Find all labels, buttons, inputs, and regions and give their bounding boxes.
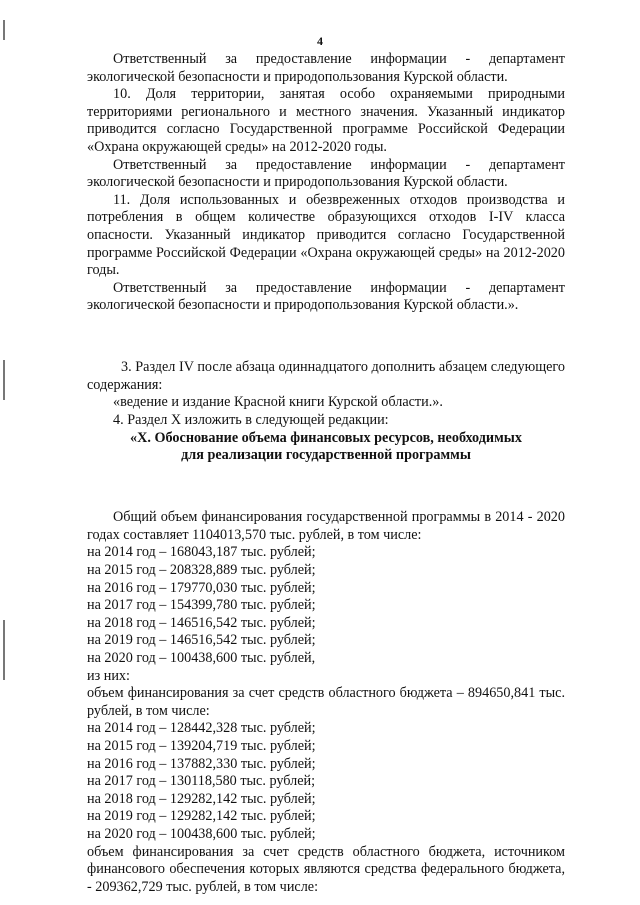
funding-line: на 2015 год – 139204,719 тыс. рублей; bbox=[87, 737, 316, 754]
paragraph: Ответственный за предоставление информации - департамент экологической безопасности и природопользования Курской области.». bbox=[87, 279, 565, 314]
funding-line: на 2016 год – 137882,330 тыс. рублей; bbox=[87, 755, 316, 772]
funding-line: на 2019 год – 129282,142 тыс. рублей; bbox=[87, 808, 316, 825]
spacer bbox=[87, 479, 565, 495]
funding-line: на 2020 год – 100438,600 тыс. рублей; bbox=[87, 825, 316, 842]
scan-edge-mark bbox=[3, 360, 5, 400]
spacer bbox=[87, 329, 565, 345]
page-number: 4 bbox=[317, 34, 323, 48]
section-heading: для реализации государственной программы bbox=[181, 447, 471, 464]
paragraph: Ответственный за предоставление информации - департамент экологической безопасности и природопользования Курской области. bbox=[87, 51, 565, 85]
funding-line: на 2019 год – 146516,542 тыс. рублей; bbox=[87, 632, 316, 649]
paragraph: объем финансирования за счет средств областного бюджета – 894650,841 тыс. рублей, в том числе: bbox=[87, 685, 565, 719]
paragraph: 3. Раздел IV после абзаца одиннадцатого дополнить абзацем следующего содержания: bbox=[87, 359, 565, 393]
funding-line: на 2018 год – 146516,542 тыс. рублей; bbox=[87, 614, 316, 631]
paragraph: 10. Доля территории, занятая особо охраняемыми природными территориями регионального и местного значения. Указанный индикатор приводится согласно Государственной программе Российской Федерации «Охрана окружающей среды» на 2012-2020 годы. bbox=[87, 86, 565, 155]
funding-line: на 2017 год – 130118,580 тыс. рублей; bbox=[87, 773, 316, 790]
paragraph: «ведение и издание Красной книги Курской области.». bbox=[113, 394, 443, 411]
funding-line: на 2014 год – 168043,187 тыс. рублей; bbox=[87, 544, 316, 561]
paragraph: 11. Доля использованных и обезвреженных отходов производства и потребления в общем количестве образующихся отходов I-IV класса опасности. Указанный индикатор приводится согласно Государственной программе Российской Федерации «Охрана окружающей среды» на 2012-2020 годы. bbox=[87, 191, 565, 279]
scan-edge-mark bbox=[3, 620, 5, 680]
paragraph: 4. Раздел X изложить в следующей редакции: bbox=[113, 412, 389, 429]
document-body bbox=[87, 51, 565, 896]
section-heading: «X. Обоснование объема финансовых ресурсов, необходимых bbox=[130, 429, 522, 446]
paragraph: объем финансирования за счет средств областного бюджета, источником финансового обеспечения которых являются средства федерального бюджета, - 209362,729 тыс. рублей, в том числе: bbox=[87, 843, 565, 895]
funding-line: из них: bbox=[87, 667, 130, 684]
paragraph: Ответственный за предоставление информации - департамент экологической безопасности и природопользования Курской области. bbox=[87, 156, 565, 191]
funding-line: на 2015 год – 208328,889 тыс. рублей; bbox=[87, 562, 316, 578]
funding-line: на 2017 год – 154399,780 тыс. рублей; bbox=[87, 597, 316, 614]
funding-line: на 2014 год – 128442,328 тыс. рублей; bbox=[87, 720, 316, 737]
paragraph: Общий объем финансирования государственной программы в 2014 - 2020 годах составляет 1104013,570 тыс. рублей, в том числе: bbox=[87, 509, 565, 543]
funding-line: на 2018 год – 129282,142 тыс. рублей; bbox=[87, 790, 316, 807]
funding-line: на 2020 год – 100438,600 тыс. рублей, bbox=[87, 649, 316, 666]
funding-line: на 2016 год – 179770,030 тыс. рублей; bbox=[87, 579, 316, 596]
